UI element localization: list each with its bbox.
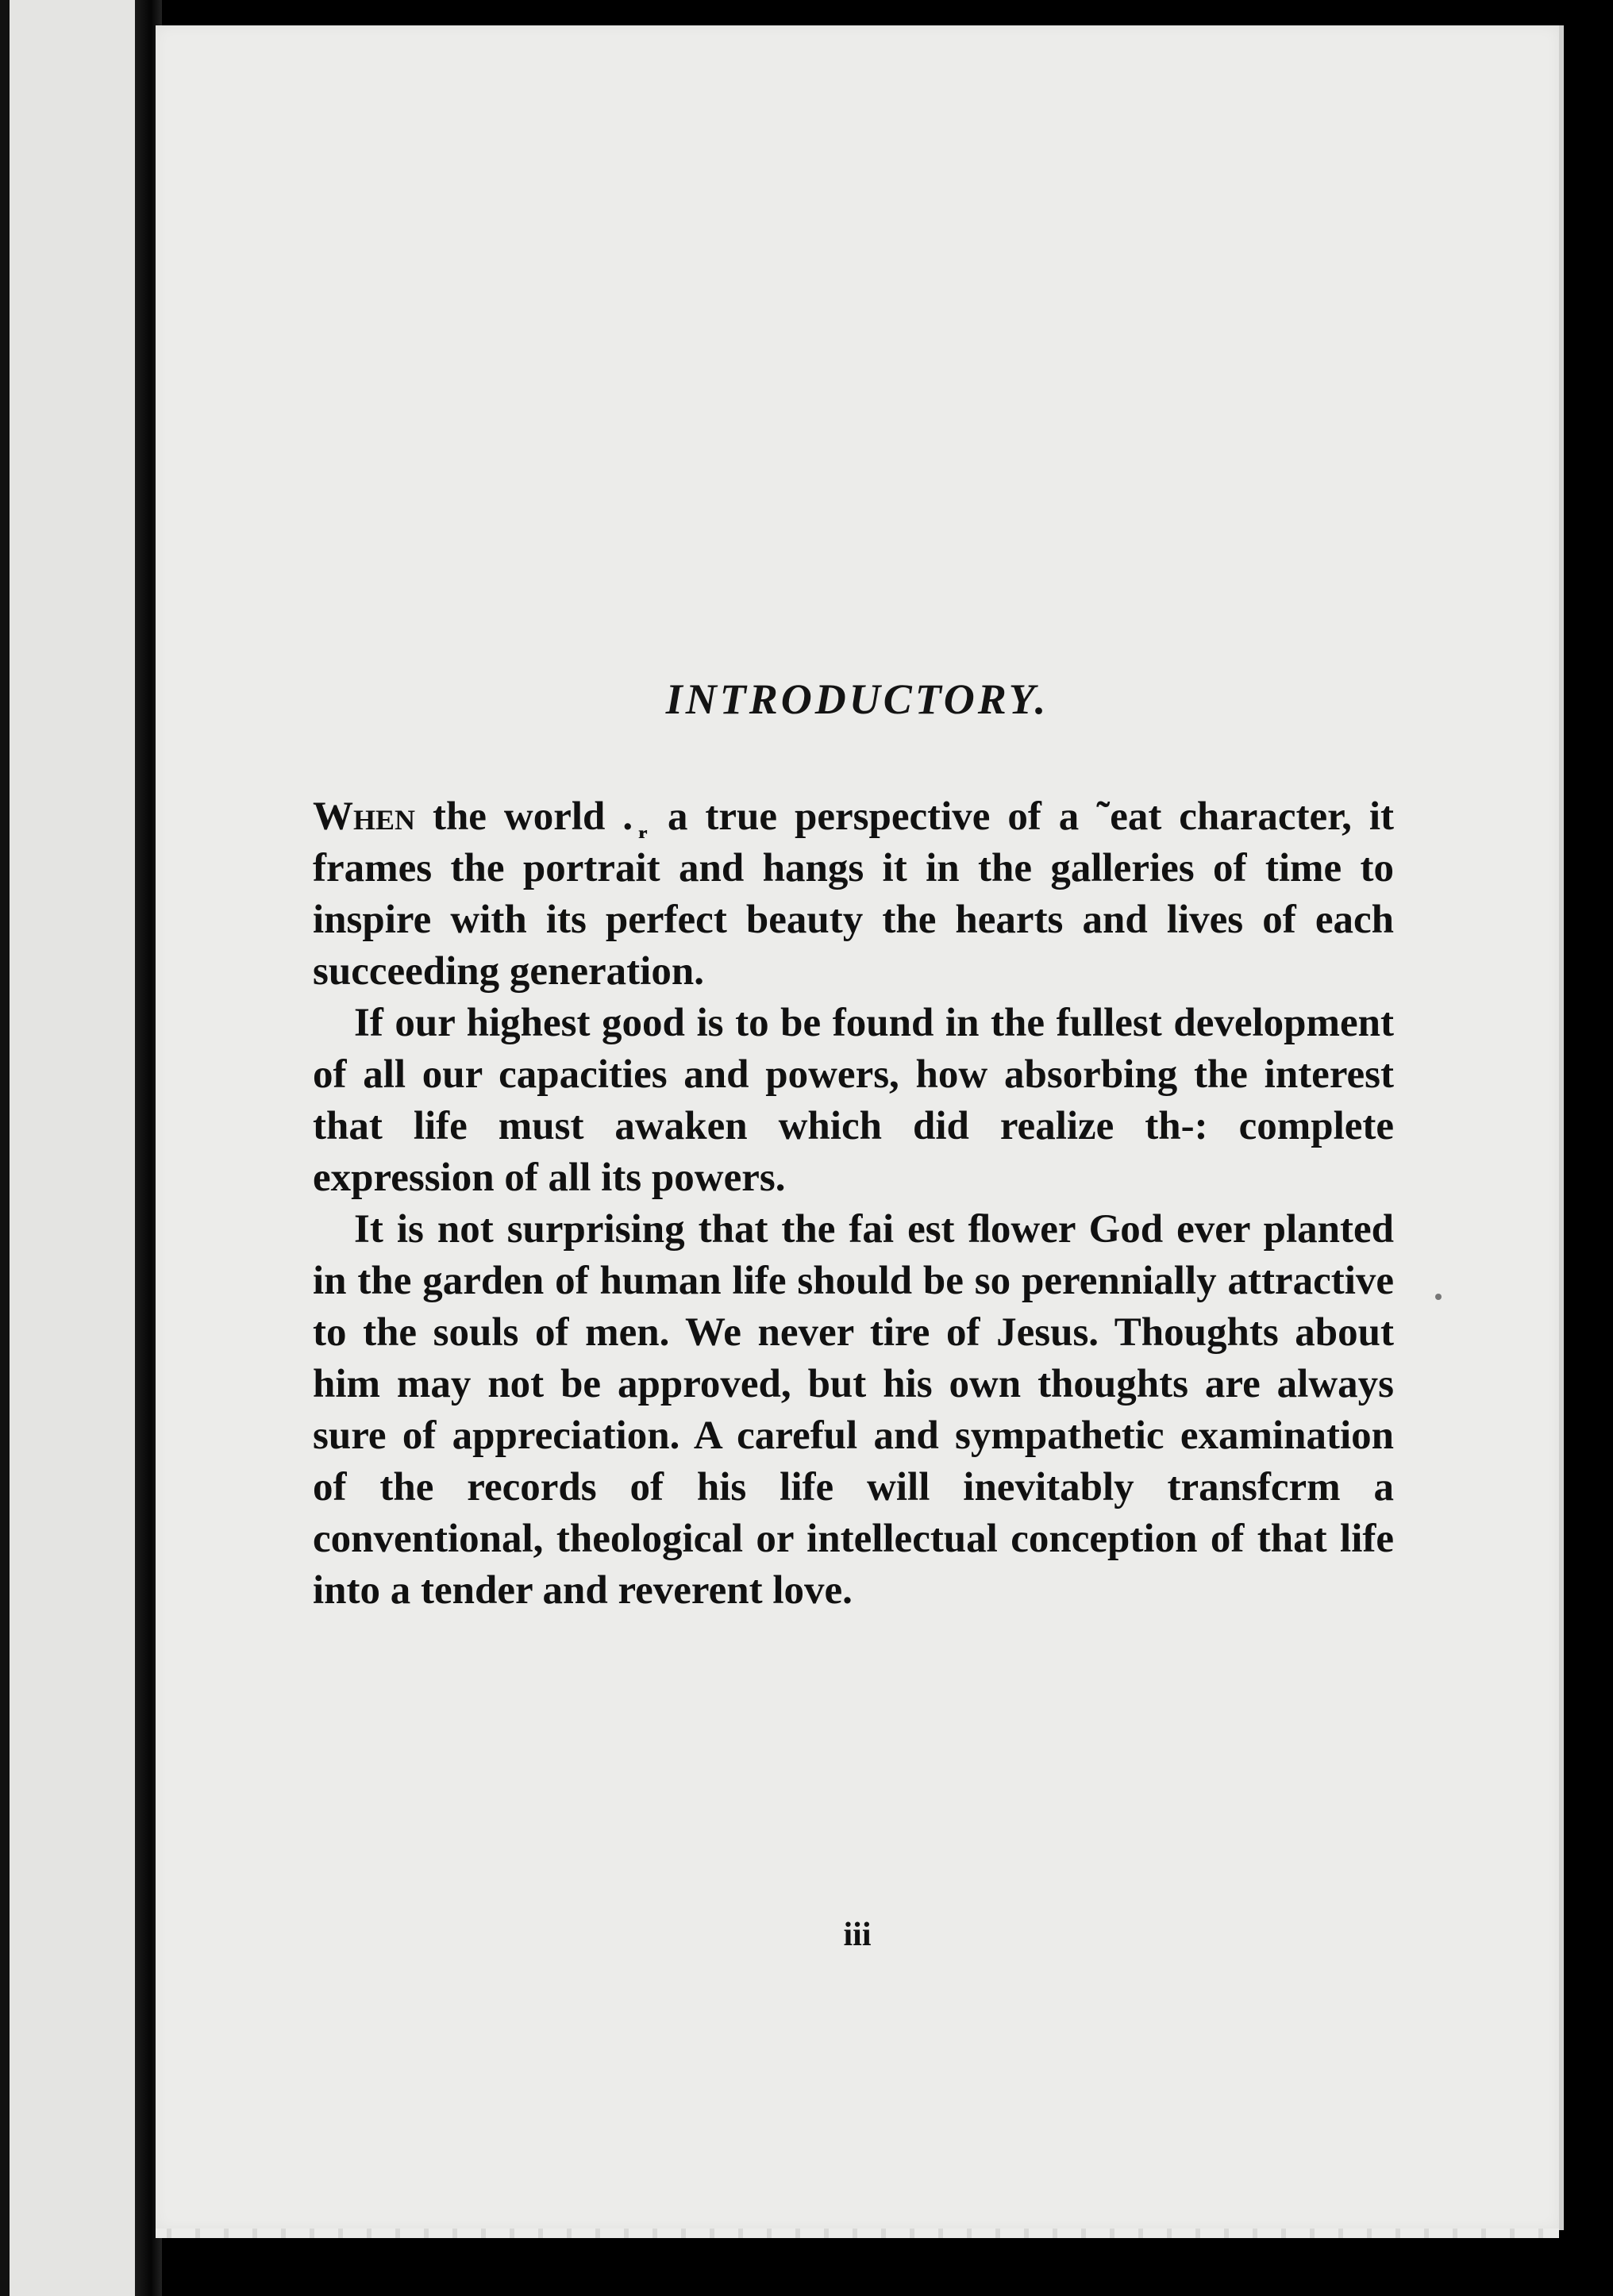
chapter-heading: INTRODUCTORY. [665, 675, 1049, 723]
page-number: iii [843, 1917, 872, 1953]
page-deckled-edge [156, 2229, 1559, 2238]
left-scan-border [0, 0, 10, 2296]
paragraph-3: It is not surprising that the fai est ﬂower God ever planted in the garden of human life should be so perennially attractive to the souls of men. We never tire of Jesus. Thoughts about him may not be approved, but his own thoughts are always sure of appreciation. A careful and sympathetic examination of the records of his life will inevitably transfcrm a conventional, theological or intellectual conception of that life into a tender and reverent love. [313, 1207, 1394, 1613]
paragraph-2: If our highest good is to be found in the fullest development of all our capacities and powers, how absorbing the interest that life must awaken which did realize th-: complete expression of all its powers. [313, 1001, 1394, 1200]
left-page-fragment [0, 0, 143, 2296]
scan-speck [1435, 1294, 1442, 1300]
paragraph-text: the world . ᷊ a true perspective of a ˜eat character, it frames the portrait and hangs it in the galleries of time to inspire with its perfect beauty the hearts and lives of each succeeding generation. [313, 794, 1394, 994]
body-text [313, 791, 1394, 1617]
paragraph-lead-word: When [313, 794, 416, 839]
paragraph-1 [313, 791, 1394, 998]
book-page [156, 25, 1564, 2230]
